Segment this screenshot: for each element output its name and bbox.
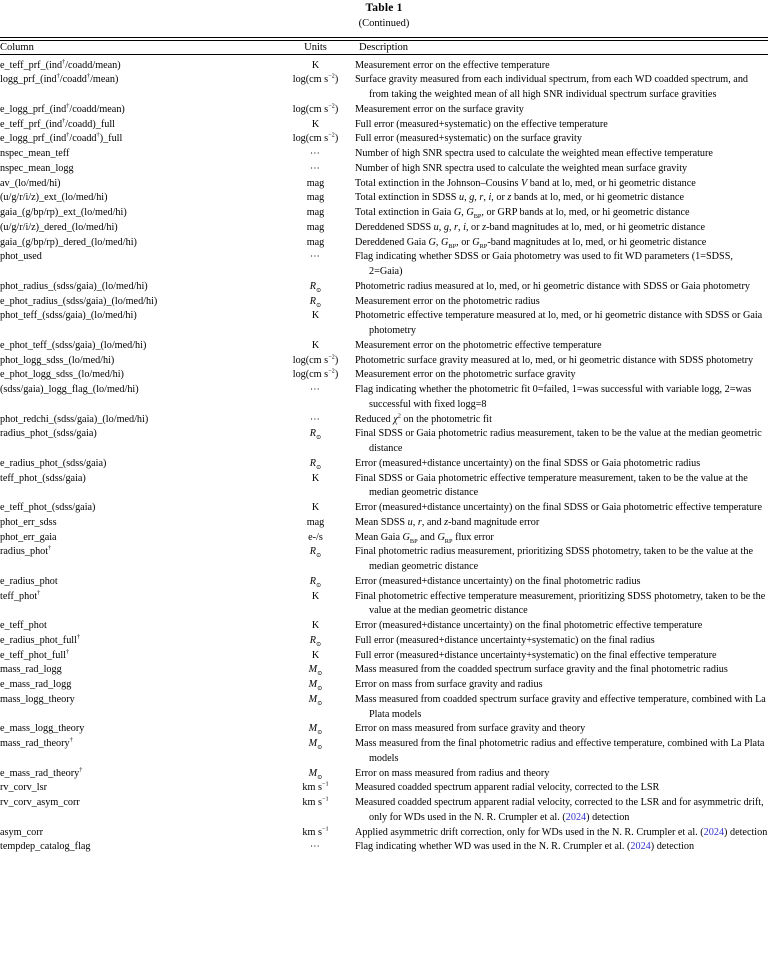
cell-description: Full error (measured+systematic) on the surface gravity xyxy=(355,133,582,145)
table-row xyxy=(0,309,768,339)
cell-column-name: teff_phot† xyxy=(0,589,41,602)
cell-units: ⋯ xyxy=(309,162,322,174)
table-row xyxy=(0,472,768,502)
cell-description: Number of high SNR spectra used to calculate the weighted mean effective temperature xyxy=(355,148,713,160)
cell-column-name: phot_err_gaia xyxy=(0,531,57,543)
table-row xyxy=(0,531,768,546)
cell-units: $R_⊙$ xyxy=(309,295,322,309)
cell-column-name: phot_radius_(sdss/gaia)_(lo/med/hi) xyxy=(0,280,148,292)
cell-description: Final photometric radius measurement, prioritizing SDSS photometry, taken to be the value at the median geometric distance xyxy=(355,546,753,573)
cell-description: Reduced $\chi^2$ on the photometric fit xyxy=(355,412,492,425)
table-row xyxy=(0,516,768,531)
cell-units: log(cm $s^{-2}$) xyxy=(292,131,339,145)
cell-units: mag xyxy=(306,192,325,204)
cell-column-name: nspec_mean_logg xyxy=(0,162,74,174)
cell-column-name: e_teff_prf_(ind†/coadd/mean) xyxy=(0,58,121,71)
cell-description: Total extinction in SDSS u, g, r, i, or z bands at lo, med, or hi geometric distance xyxy=(355,192,684,204)
cell-units: ⋯ xyxy=(309,413,322,425)
cell-description: Measurement error on the photometric surface gravity xyxy=(355,369,576,381)
table-row xyxy=(0,354,768,369)
data-table xyxy=(0,41,768,54)
cell-description: Mass measured from coadded spectrum surface gravity and effective temperature, combined with La Plata models xyxy=(355,693,766,720)
table-row xyxy=(0,663,768,678)
table-row xyxy=(0,295,768,310)
cell-column-name: e_logg_prf_(ind†/coadd†)_full xyxy=(0,131,123,145)
cell-units: K xyxy=(311,118,320,130)
cell-units: $R_⊙$ xyxy=(309,280,322,294)
table-row xyxy=(0,619,768,634)
cell-column-name: e_teff_phot_(sdss/gaia) xyxy=(0,502,96,514)
cell-column-name: phot_used xyxy=(0,251,42,263)
cell-description: Photometric radius measured at lo, med, or hi geometric distance with SDSS or Gaia photometry xyxy=(355,280,750,292)
cell-description: Flag indicating whether the photometric fit 0=failed, 1=was successful with variable logg, 2=was successful with fixed logg=8 xyxy=(355,384,752,410)
cell-column-name: e_teff_phot xyxy=(0,620,47,632)
cell-units: mag xyxy=(306,207,325,219)
header-units: Units xyxy=(304,41,327,53)
table-row xyxy=(0,693,768,723)
cell-description: Flag indicating whether SDSS or Gaia photometry was used to fit WD parameters (1=SDSS, 2=Gaia) xyxy=(355,251,733,278)
cell-column-name: (u/g/r/i/z)_dered_(lo/med/hi) xyxy=(0,221,118,233)
cell-description: Error on mass measured from radius and theory xyxy=(355,767,550,779)
cell-column-name: phot_err_sdss xyxy=(0,516,57,528)
data-table-body xyxy=(0,55,768,856)
cell-units: mag xyxy=(306,221,325,233)
cell-column-name: e_phot_logg_sdss_(lo/med/hi) xyxy=(0,369,124,381)
cell-units: log(cm $s^{-2}$) xyxy=(292,353,339,366)
citation-link[interactable]: 2024 xyxy=(703,826,725,838)
table-row xyxy=(0,781,768,796)
cell-column-name: radius_phot_(sdss/gaia) xyxy=(0,428,97,440)
cell-description: Error (measured+distance uncertainty) on the final SDSS or Gaia photometric radius xyxy=(355,457,701,469)
cell-description: Final SDSS or Gaia photometric effective temperature measurement, taken to be the value at the median geometric distance xyxy=(355,472,748,499)
cell-description: Measured coadded spectrum apparent radial velocity, corrected to the LSR xyxy=(355,782,660,794)
cell-column-name: nspec_mean_teff xyxy=(0,148,70,160)
cell-description: Number of high SNR spectra used to calculate the weighted mean surface gravity xyxy=(355,162,688,174)
cell-description: Full error (measured+systematic) on the effective temperature xyxy=(355,118,608,130)
cell-units: log(cm $s^{-2}$) xyxy=(292,102,339,115)
table-subtitle: (Continued) xyxy=(358,18,410,29)
cell-units: km $s^{-1}$ xyxy=(302,780,329,794)
cell-description: Error on mass from surface gravity and radius xyxy=(355,679,543,691)
table-row xyxy=(0,796,768,826)
cell-column-name: rv_corv_asym_corr xyxy=(0,797,80,809)
table-row xyxy=(0,118,768,133)
cell-units: km $s^{-1}$ xyxy=(302,825,329,838)
cell-description: Error (measured+distance uncertainty) on the final SDSS or Gaia photometric effective temperature xyxy=(355,502,762,514)
cell-units: K xyxy=(311,649,320,661)
table-row xyxy=(0,162,768,177)
table-row xyxy=(0,236,768,251)
cell-column-name: (u/g/r/i/z)_ext_(lo/med/hi) xyxy=(0,192,108,204)
table-row xyxy=(0,722,768,737)
cell-units: mag xyxy=(306,516,325,528)
cell-description: Photometric surface gravity measured at lo, med, or hi geometric distance with SDSS photometry xyxy=(355,354,754,366)
cell-column-name: radius_phot† xyxy=(0,544,52,558)
cell-column-name: e_teff_prf_(ind†/coadd)_full xyxy=(0,117,115,130)
cell-description: Flag indicating whether WD was used in the N. R. Crumpler et al. (2024) detection xyxy=(355,841,695,853)
cell-description: Measurement error on the photometric effective temperature xyxy=(355,339,602,351)
cell-description: Error (measured+distance uncertainty) on the final photometric effective temperature xyxy=(355,620,703,632)
cell-column-name: av_(lo/med/hi) xyxy=(0,177,61,189)
table-row xyxy=(0,147,768,162)
cell-column-name: e_radius_phot xyxy=(0,575,58,587)
table-row xyxy=(0,132,768,147)
cell-description: Mass measured from the final photometric radius and effective temperature, combined with La Plata models xyxy=(355,738,765,764)
header-row xyxy=(0,41,768,54)
cell-units: $M_⊙$ xyxy=(308,723,323,737)
cell-units: $R_⊙$ xyxy=(309,457,322,471)
table-row xyxy=(0,103,768,118)
table-row xyxy=(0,737,768,767)
cell-description: Error on mass measured from surface gravity and theory xyxy=(355,723,586,735)
table-row xyxy=(0,826,768,841)
cell-units: $M_⊙$ xyxy=(308,738,323,752)
cell-column-name: phot_teff_(sdss/gaia)_(lo/med/hi) xyxy=(0,310,137,322)
cell-units: ⋯ xyxy=(309,148,322,160)
cell-column-name: mass_rad_theory† xyxy=(0,736,73,750)
table-row xyxy=(0,649,768,664)
cell-column-name: e_mass_logg_theory xyxy=(0,723,85,735)
cell-description: Final photometric effective temperature measurement, prioritizing SDSS photometry, taken to be the value at the median geometric distance xyxy=(355,590,766,617)
cell-column-name: tempdep_catalog_flag xyxy=(0,841,91,853)
header-description: Description xyxy=(359,41,408,53)
table-row xyxy=(0,191,768,206)
table-title: Table 1 xyxy=(365,2,403,14)
table-row xyxy=(0,383,768,413)
table-row xyxy=(0,427,768,457)
cell-column-name: (sdss/gaia)_logg_flag_(lo/med/hi) xyxy=(0,384,139,396)
cell-column-name: mass_rad_logg xyxy=(0,664,62,676)
citation-link[interactable]: 2024 xyxy=(565,811,587,823)
cell-column-name: e_phot_teff_(sdss/gaia)_(lo/med/hi) xyxy=(0,339,147,351)
cell-column-name: gaia_(g/bp/rp)_dered_(lo/med/hi) xyxy=(0,236,137,248)
table-row xyxy=(0,634,768,649)
table-row xyxy=(0,368,768,383)
cell-description: Error (measured+distance uncertainty) on the final photometric radius xyxy=(355,575,641,587)
cell-column-name: e_logg_prf_(ind†/coadd/mean) xyxy=(0,102,125,115)
cell-description: Measurement error on the effective temperature xyxy=(355,59,550,71)
table-row xyxy=(0,413,768,428)
cell-description: Measurement error on the surface gravity xyxy=(355,103,524,115)
table-row xyxy=(0,545,768,575)
cell-units: K xyxy=(311,59,320,71)
cell-description: Total extinction in Gaia G, $G_{BP}$, or GRP bands at lo, med, or hi geometric distance xyxy=(355,207,690,221)
cell-units: log(cm $s^{-2}$) xyxy=(292,72,339,86)
cell-description: Final SDSS or Gaia photometric radius measurement, taken to be the value at the median geometric distance xyxy=(355,428,762,455)
cell-units: K xyxy=(311,472,320,484)
cell-description: Full error (measured+distance uncertainty+systematic) on the final radius xyxy=(355,634,655,646)
cell-units: K xyxy=(311,310,320,322)
cell-units: $M_⊙$ xyxy=(308,664,323,678)
cell-description: Photometric effective temperature measured at lo, med, or hi geometric distance with SDSS or Gaia photometry xyxy=(355,310,763,337)
cell-units: $M_⊙$ xyxy=(308,679,323,693)
table-body xyxy=(0,55,768,856)
cell-units: mag xyxy=(306,177,325,189)
cell-description: Mass measured from the coadded spectrum surface gravity and the final photometric radius xyxy=(355,664,728,676)
cell-column-name: e_mass_rad_logg xyxy=(0,679,72,691)
table-row xyxy=(0,55,768,74)
table-row xyxy=(0,177,768,192)
cell-units: km $s^{-1}$ xyxy=(302,795,329,809)
cell-units: K xyxy=(311,620,320,632)
table-row xyxy=(0,840,768,855)
cell-description: Dereddened Gaia G, $G_{BP}$, or $G_{RP}$-band magnitudes at lo, med, or hi geometric distance xyxy=(355,236,707,250)
cell-description: Surface gravity measured from each individual spectrum, from each WD coadded spectrum, and from taking the weighted mean of all high SNR individual spectrum surface gravities xyxy=(355,74,749,101)
table-row xyxy=(0,501,768,516)
cell-column-name: e_phot_radius_(sdss/gaia)_(lo/med/hi) xyxy=(0,295,158,307)
table-row xyxy=(0,250,768,280)
table-row xyxy=(0,73,768,103)
citation-link[interactable]: 2024 xyxy=(630,841,651,853)
table-row xyxy=(0,767,768,782)
cell-units: $R_⊙$ xyxy=(309,546,322,560)
cell-units: ⋯ xyxy=(309,841,322,853)
cell-description: Mean SDSS u, r, and z-band magnitude error xyxy=(355,516,540,528)
table-row xyxy=(0,206,768,221)
table-row xyxy=(0,339,768,354)
cell-column-name: phot_redchi_(sdss/gaia)_(lo/med/hi) xyxy=(0,413,149,425)
cell-units: e-/s xyxy=(308,531,323,543)
cell-column-name: e_radius_phot_full† xyxy=(0,633,81,646)
cell-description: Measurement error on the photometric radius xyxy=(355,295,540,307)
table-row xyxy=(0,457,768,472)
cell-units: ⋯ xyxy=(309,251,322,263)
table-row xyxy=(0,590,768,620)
cell-column-name: teff_phot_(sdss/gaia) xyxy=(0,472,86,484)
cell-column-name: mass_logg_theory xyxy=(0,693,75,705)
cell-units: $R_⊙$ xyxy=(309,428,322,442)
table-row xyxy=(0,221,768,236)
cell-column-name: e_mass_rad_theory† xyxy=(0,766,83,779)
cell-units: mag xyxy=(306,236,325,248)
cell-units: $R_⊙$ xyxy=(309,575,322,589)
cell-column-name: asym_corr xyxy=(0,826,43,838)
cell-units: K xyxy=(311,339,320,351)
cell-column-name: gaia_(g/bp/rp)_ext_(lo/med/hi) xyxy=(0,207,127,219)
cell-units: $M_⊙$ xyxy=(308,693,323,707)
table-row xyxy=(0,280,768,295)
cell-units: K xyxy=(311,502,320,514)
cell-column-name: e_teff_phot_full† xyxy=(0,648,70,661)
table-row xyxy=(0,575,768,590)
cell-column-name: logg_prf_(ind†/coadd†/mean) xyxy=(0,72,119,86)
cell-units: $M_⊙$ xyxy=(308,767,323,781)
header-column: Column xyxy=(0,41,34,53)
cell-units: ⋯ xyxy=(309,384,322,396)
cell-units: $R_⊙$ xyxy=(309,634,322,648)
cell-column-name: phot_logg_sdss_(lo/med/hi) xyxy=(0,354,115,366)
cell-column-name: rv_corv_lsr xyxy=(0,782,47,794)
cell-units: log(cm $s^{-2}$) xyxy=(292,367,339,381)
cell-description: Measured coadded spectrum apparent radial velocity, corrected to the LSR and for asymmetric drift, only for WDs used in the N. R. Crumpler et al. (2024) detection xyxy=(355,797,764,823)
cell-description: Total extinction in the Johnson–Cousins V band at lo, med, or hi geometric distance xyxy=(355,177,696,189)
cell-description: Applied asymmetric drift correction, only for WDs used in the N. R. Crumpler et al. (2024) detection xyxy=(355,826,768,838)
cell-description: Full error (measured+distance uncertainty+systematic) on the final effective temperature xyxy=(355,649,717,661)
cell-description: Mean Gaia $G_{BP}$ and $G_{RP}$ flux error xyxy=(355,531,494,545)
cell-units: K xyxy=(311,590,320,602)
cell-column-name: e_radius_phot_(sdss/gaia) xyxy=(0,457,107,469)
table-row xyxy=(0,678,768,693)
table-header xyxy=(0,41,768,54)
cell-description: Dereddened SDSS u, g, r, i, or z-band magnitudes at lo, med, or hi geometric distance xyxy=(355,221,706,233)
